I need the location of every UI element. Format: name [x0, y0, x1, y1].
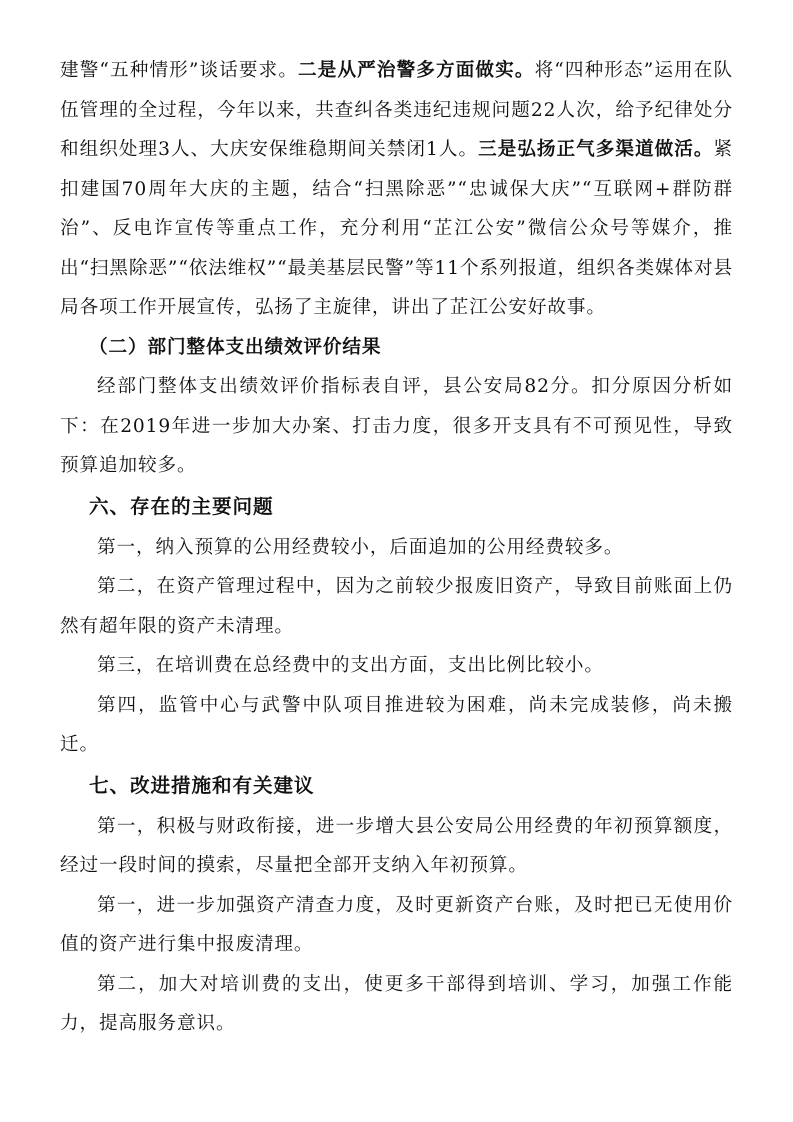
bold-subheading-strict-management: 二是从严治警多方面做实。	[298, 60, 535, 81]
bold-subheading-promote-integrity: 三是弘扬正气多渠道做活。	[478, 139, 714, 160]
body-text: 建警“五种情形”谈话要求。	[60, 60, 299, 81]
paragraph-measure-3: 第二，加大对培训费的支出，使更多干部得到培训、学习，加强工作能力，提高服务意识。	[60, 973, 733, 1034]
paragraph-measure-2: 第一，进一步加强资产清查力度，及时更新资产台账，及时把已无使用价值的资产进行集中报废清理。	[60, 894, 733, 955]
paragraph-problem-3: 第三，在培训费在总经费中的支出方面，支出比例比较小。	[97, 655, 604, 676]
body-text: 将“四种形态”运用在队伍管理的全过程，今年以来，共查纠各类违纪违规问题22人次，给予纪律处分和组织处理3人、大庆安保维稳期间关禁闭1人。	[60, 60, 733, 160]
paragraph-problem-2: 第二，在资产管理过程中，因为之前较少报废旧资产，导致目前账面上仍然有超年限的资产未清理。	[60, 576, 733, 637]
paragraph-measure-1: 第一，积极与财政衔接，进一步增大县公安局公用经费的年初预算额度，经过一段时间的摸索，尽量把全部开支纳入年初预算。	[60, 815, 733, 876]
paragraph-discipline-continued	[60, 51, 733, 328]
paragraph-problem-4: 第四，监管中心与武警中队项目推进较为困难，尚未完成装修，尚未搬迁。	[60, 694, 733, 755]
paragraph-self-evaluation: 经部门整体支出绩效评价指标表自评，县公安局82分。扣分原因分析如下：在2019年进一步加大办案、打击力度，很多开支具有不可预见性，导致预算追加较多。	[60, 376, 733, 476]
section-heading-performance-results: （二）部门整体支出绩效评价结果	[89, 336, 382, 358]
section-heading-improvement-measures: 七、改进措施和有关建议	[89, 773, 315, 797]
section-heading-main-problems: 六、存在的主要问题	[89, 494, 274, 518]
body-text: 紧扣建国70周年大庆的主题，结合“扫黑除恶”“忠诚保大庆”“互联网+群防群治”、反电诈宣传等重点工作，充分利用“芷江公安”微信公众号等媒介，推出“扫黑除恶”“依法维权”“最美基层民警”等11个系列报道，组织各类媒体对县局各项工作开展宣传，弘扬了主旋律，讲出了芷江公安好故事。	[60, 139, 733, 318]
paragraph-problem-1: 第一，纳入预算的公用经费较小，后面追加的公用经费较多。	[97, 536, 624, 558]
